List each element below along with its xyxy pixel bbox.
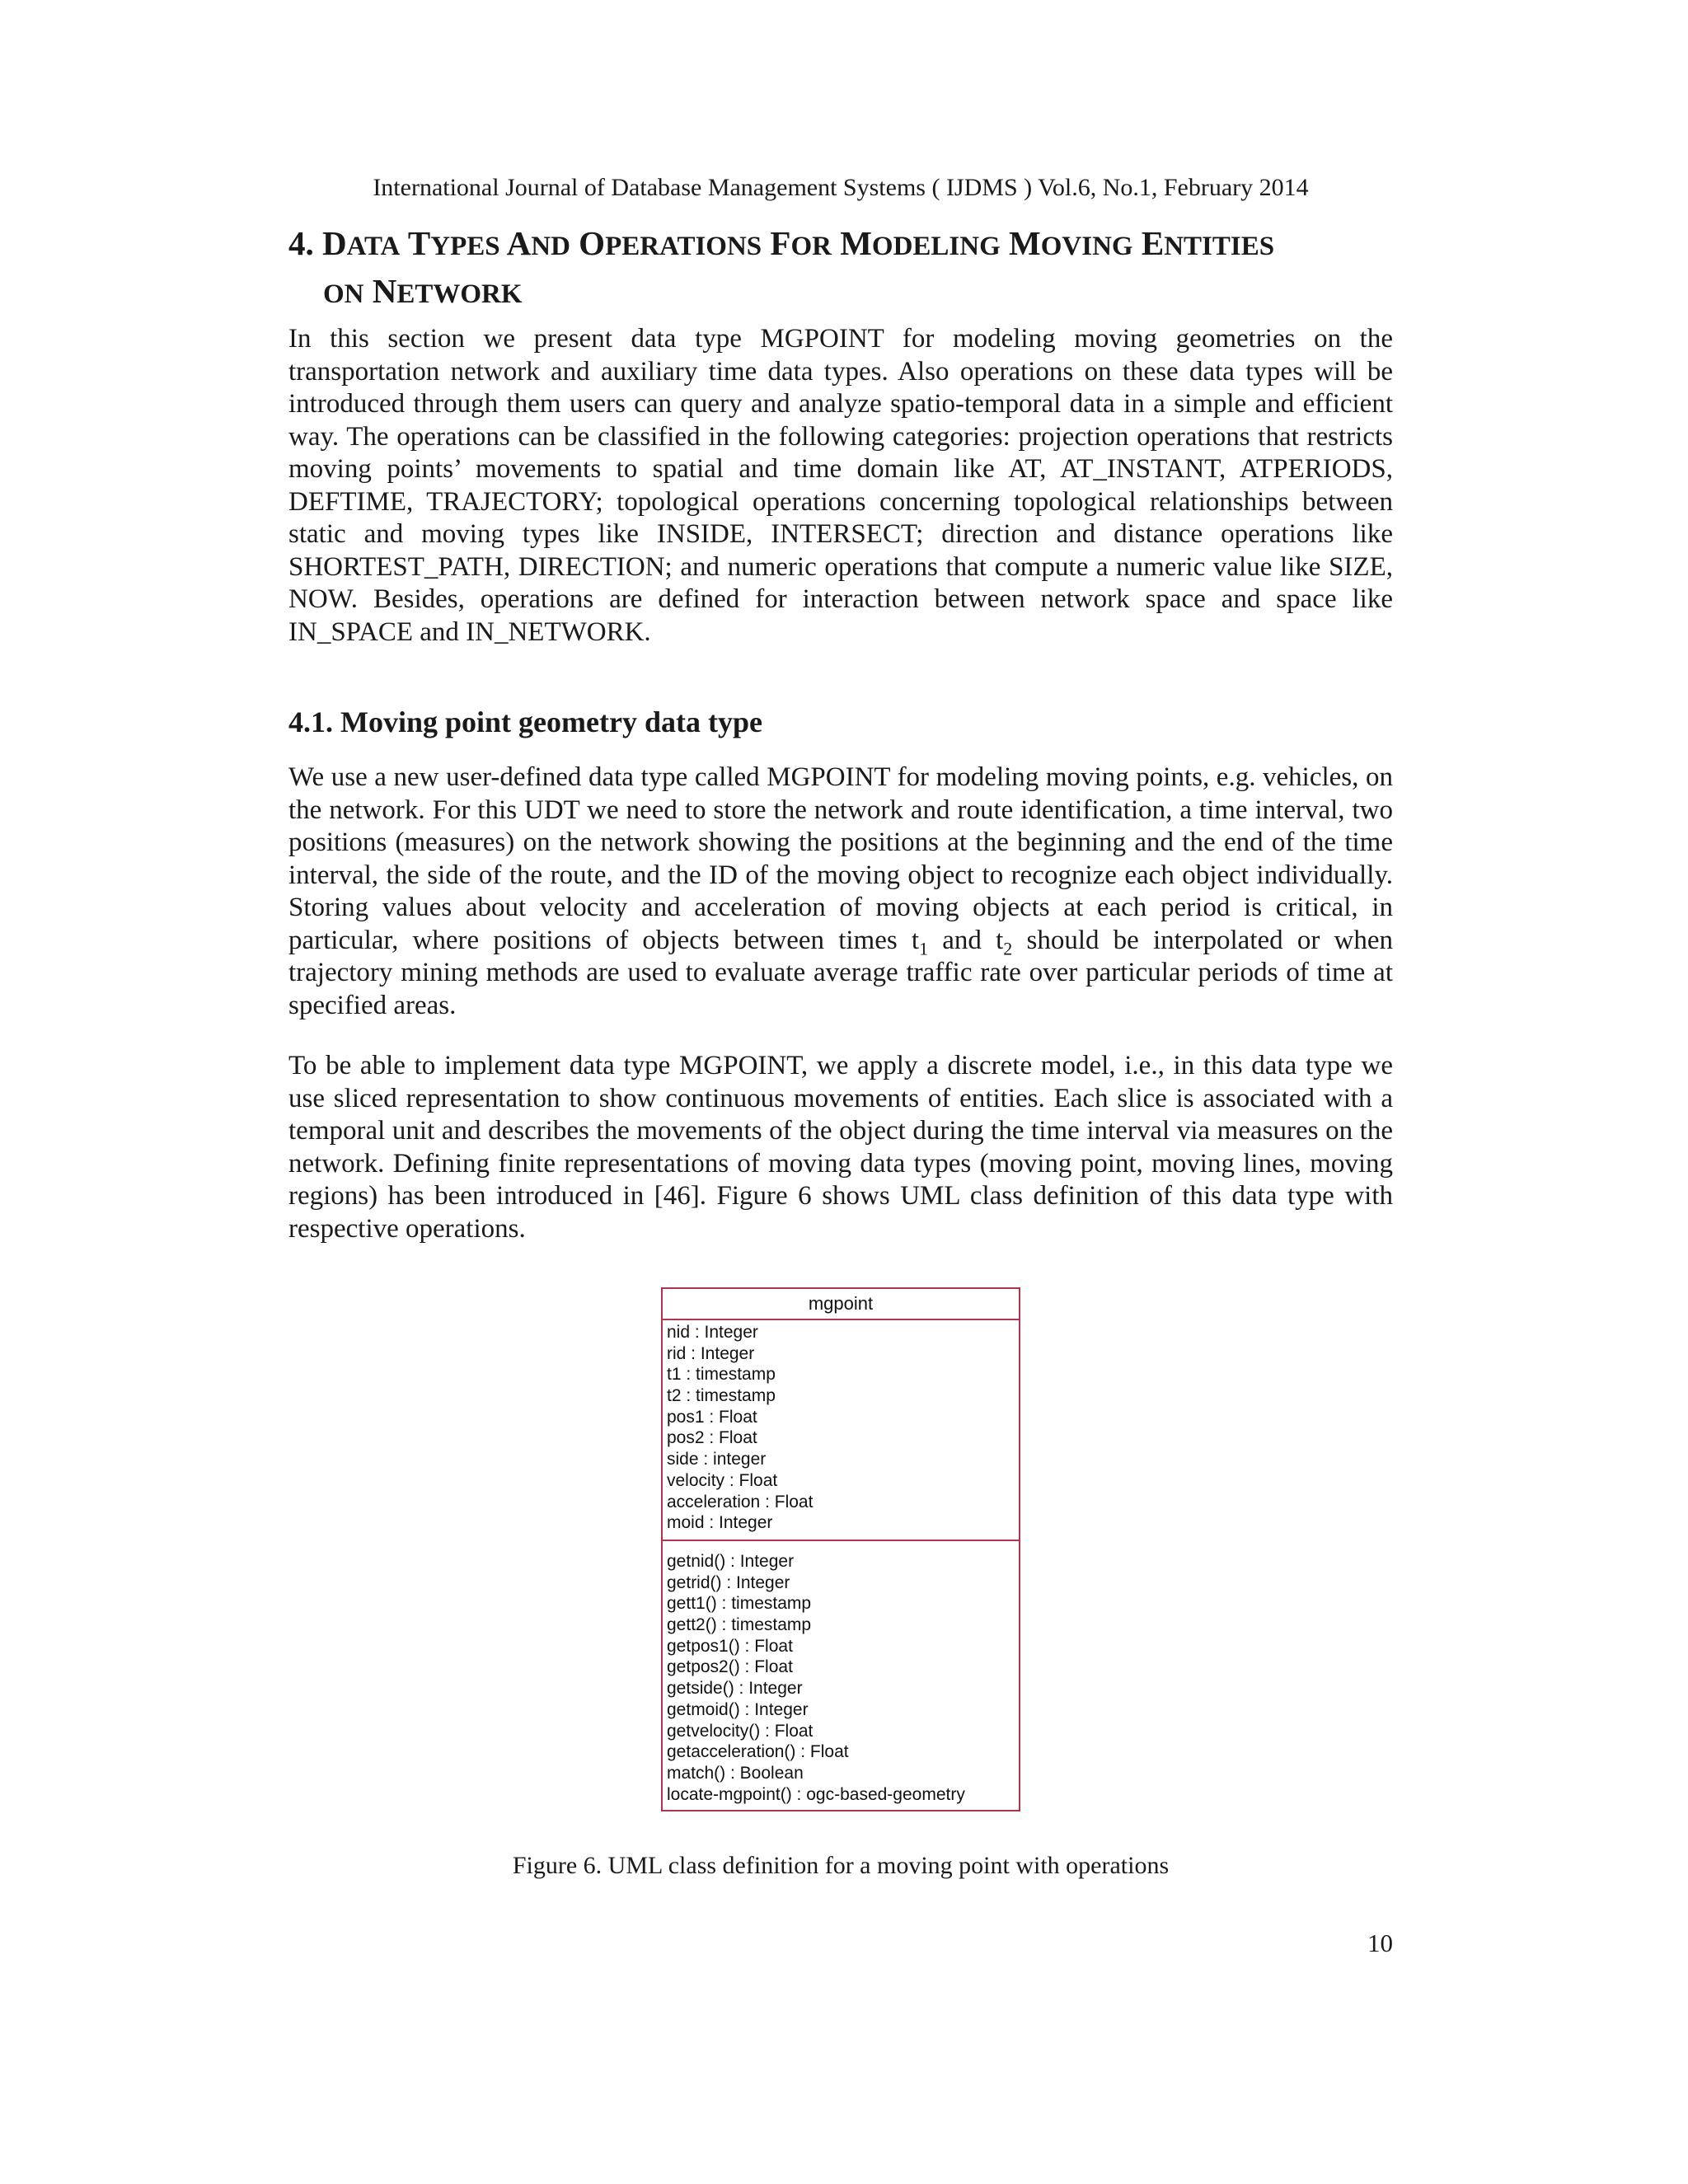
title-word bbox=[1009, 224, 1133, 262]
section-number: 4. bbox=[288, 224, 314, 262]
title-word-rest: ON bbox=[323, 279, 364, 309]
uml-class-name: mgpoint bbox=[663, 1289, 1019, 1320]
section-title bbox=[288, 221, 1393, 316]
title-word bbox=[408, 224, 500, 262]
title-word-initial: E bbox=[1141, 224, 1165, 262]
title-word bbox=[840, 224, 1001, 262]
mgpoint-paragraph-2: To be able to implement data type MGPOINT, we apply a discrete model, i.e., in this data type we use sliced representation to show continuous movements of entities. Each slice is associated with a temporal unit and describes the movements of the object during the time interval via measures on the network. Defining finite representations of moving data types (moving point, moving lines, moving regions) has been introduced in [46]. Figure 6 shows UML class definition of this data type with respective operations. bbox=[288, 1051, 1393, 1244]
uml-attribute: velocity : Float bbox=[667, 1470, 778, 1490]
uml-attribute: pos1 : Float bbox=[667, 1407, 757, 1427]
uml-attribute: t1 : timestamp bbox=[667, 1365, 776, 1385]
uml-operation: getmoid() : Integer bbox=[667, 1699, 809, 1719]
uml-operation: getpos1() : Float bbox=[667, 1636, 793, 1656]
title-word-rest: ETWORK bbox=[396, 279, 523, 309]
uml-operation: match() : Boolean bbox=[667, 1763, 804, 1783]
title-word-rest: ODELING bbox=[871, 232, 1001, 261]
section-title-line-1 bbox=[288, 221, 1393, 269]
subscript-t1: 1 bbox=[919, 938, 929, 959]
title-word bbox=[323, 272, 364, 310]
title-word bbox=[770, 224, 832, 262]
uml-attributes-compartment bbox=[663, 1322, 1019, 1541]
uml-operation: gett2() : timestamp bbox=[667, 1615, 812, 1635]
uml-class-diagram bbox=[661, 1287, 1020, 1811]
title-word-rest: YPES bbox=[430, 232, 500, 261]
mgpoint-paragraph-1 bbox=[288, 762, 1393, 1022]
uml-attribute: side : integer bbox=[667, 1450, 767, 1469]
title-word-rest: OR bbox=[790, 232, 832, 261]
title-word-rest: NTITIES bbox=[1164, 232, 1275, 261]
figure-caption: Figure 6. UML class definition for a moving point with operations bbox=[512, 1852, 1170, 1879]
uml-attribute: acceleration : Float bbox=[667, 1492, 814, 1511]
paragraph-text: We use a new user-defined data type called MGPOINT for modeling moving points, e.g. vehicles, on the network. For this UDT we need to store the network and route identification, a time interval, two positions (measures) on the network showing the positions at the beginning and the end of the time interval, the side of the route, and the ID of the moving object to recognize each object individually. Storing values about velocity and acceleration of moving objects at each period is critical, in particular, where positions of objects between times t bbox=[288, 762, 1393, 955]
uml-operation: getnid() : Integer bbox=[667, 1552, 795, 1571]
title-word-rest: ATA bbox=[346, 232, 401, 261]
title-word-initial: T bbox=[407, 224, 431, 262]
title-word bbox=[507, 224, 570, 262]
uml-operation: getacceleration() : Float bbox=[667, 1742, 849, 1762]
uml-attribute: moid : Integer bbox=[667, 1513, 773, 1533]
intro-paragraph: In this section we present data type MGPOINT for modeling moving geometries on the transportation network and auxiliary time data types. Also operations on these data types will be introduced through them users can query and analyze spatio-temporal data in a simple and efficient way. The operations can be classified in the following categories: projection operations that restricts moving points’ movements to spatial and time domain like AT, AT_INSTANT, ATPERIODS, DEFTIME, TRAJECTORY; topological operations concerning topological relationships between static and moving types like INSIDE, INTERSECT; direction and distance operations like SHORTEST_PATH, DIRECTION; and numeric operations that compute a numeric value like SIZE, NOW. Besides, operations are defined for interaction between network space and space like IN_SPACE and IN_NETWORK. bbox=[288, 324, 1393, 647]
subscript-t2: 2 bbox=[1003, 938, 1013, 959]
section-title-words bbox=[322, 224, 1274, 262]
uml-attribute: rid : Integer bbox=[667, 1343, 755, 1363]
section-title-line-2 bbox=[288, 269, 1393, 316]
uml-operation: getrid() : Integer bbox=[667, 1572, 790, 1592]
title-word-initial: D bbox=[322, 224, 347, 262]
uml-operations-compartment bbox=[663, 1551, 1019, 1805]
paragraph-text: and t bbox=[928, 925, 1004, 955]
uml-operation: getvelocity() : Float bbox=[667, 1721, 814, 1741]
uml-attribute: t2 : timestamp bbox=[667, 1386, 776, 1406]
page-number: 10 bbox=[1367, 1929, 1393, 1957]
paragraph-text: should be interpolated or when trajectory mining methods are used to evaluate average traffic rate over particular periods of time at specified areas. bbox=[288, 925, 1393, 1020]
title-word bbox=[322, 224, 400, 262]
title-word bbox=[579, 224, 762, 262]
title-word-initial: M bbox=[840, 224, 872, 262]
title-word-initial: M bbox=[1009, 224, 1041, 262]
title-word-rest: PERATIONS bbox=[605, 232, 762, 261]
title-word-initial: A bbox=[506, 224, 532, 262]
title-word-rest: ND bbox=[531, 232, 570, 261]
title-word bbox=[1142, 224, 1274, 262]
title-word-initial: F bbox=[770, 224, 791, 262]
title-word-initial: O bbox=[579, 224, 606, 262]
uml-operation: getpos2() : Float bbox=[667, 1657, 793, 1677]
title-word-initial: N bbox=[372, 272, 397, 310]
uml-operation: locate-mgpoint() : ogc-based-geometry bbox=[667, 1784, 965, 1804]
uml-operation: gett1() : timestamp bbox=[667, 1594, 812, 1614]
uml-attribute: nid : Integer bbox=[667, 1323, 758, 1342]
uml-operation: getside() : Integer bbox=[667, 1679, 803, 1699]
uml-attribute: pos2 : Float bbox=[667, 1428, 757, 1448]
title-word-rest: OVING bbox=[1040, 232, 1133, 261]
title-word bbox=[373, 272, 523, 310]
subsection-title: 4.1. Moving point geometry data type bbox=[288, 705, 762, 738]
running-header: International Journal of Database Management Systems ( IJDMS ) Vol.6, No.1, February 2014 bbox=[373, 174, 1309, 201]
